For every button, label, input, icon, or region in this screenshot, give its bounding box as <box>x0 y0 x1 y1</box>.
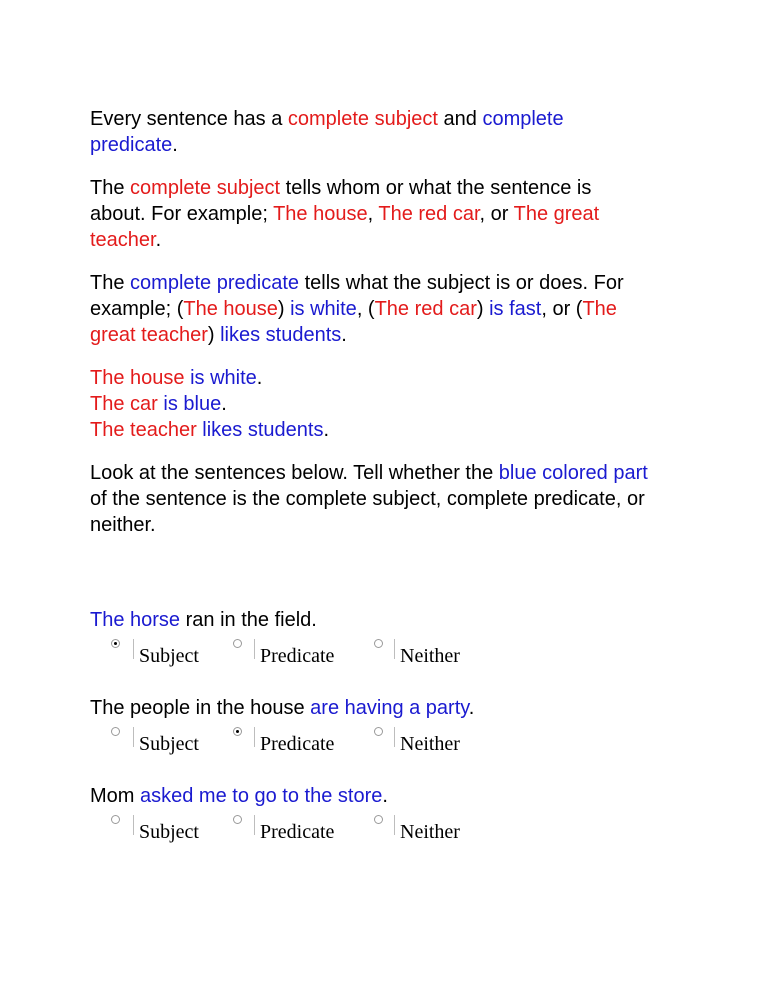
option-divider <box>394 815 395 835</box>
option-divider <box>394 727 395 747</box>
example-subject: The red car <box>378 203 480 225</box>
text: , or ( <box>541 298 583 320</box>
sentence-predicate: is white <box>190 367 257 389</box>
text: ran in the field. <box>180 609 317 631</box>
text: . <box>323 419 330 441</box>
option-label: Neither <box>400 733 460 755</box>
example-sentence <box>90 391 650 417</box>
option-label: Subject <box>139 821 199 843</box>
term-complete-predicate: complete predicate <box>90 108 564 156</box>
text: Mom <box>90 785 140 807</box>
text: . <box>341 324 347 346</box>
option-label: Predicate <box>260 821 335 843</box>
example-predicate: likes students <box>220 324 342 346</box>
text: . <box>221 393 227 415</box>
text: and <box>437 108 483 130</box>
text: ) <box>476 298 490 320</box>
radio-button[interactable] <box>111 815 120 824</box>
example-subject: The house <box>273 203 368 225</box>
text: ) <box>207 324 221 346</box>
term-complete-subject: complete subject <box>130 177 281 199</box>
text: Every sentence has a <box>90 108 288 130</box>
text: tells what the subject is or does. For example; ( <box>90 272 624 320</box>
radio-button[interactable] <box>374 639 383 648</box>
radio-button[interactable] <box>233 815 242 824</box>
text: , ( <box>356 298 375 320</box>
text: The people in the house <box>90 697 311 719</box>
option-label: Neither <box>400 821 460 843</box>
spacer <box>90 555 650 607</box>
option-divider <box>133 815 134 835</box>
question-1-sentence <box>90 607 650 633</box>
text: . <box>172 134 178 156</box>
worksheet <box>90 106 650 871</box>
option-divider <box>254 639 255 659</box>
text: ) <box>277 298 291 320</box>
radio-button[interactable] <box>111 727 120 736</box>
example-subject: The great teacher <box>90 203 600 251</box>
radio-button[interactable] <box>111 639 120 648</box>
sentence-subject: The house <box>90 367 185 389</box>
question-3-sentence <box>90 783 650 809</box>
sentence-predicate: is blue <box>163 393 222 415</box>
example-subject: The great teacher <box>90 298 617 346</box>
radio-button[interactable] <box>233 639 242 648</box>
option-label: Predicate <box>260 733 335 755</box>
option-label: Subject <box>139 733 199 755</box>
text: . <box>468 697 475 719</box>
example-sentences <box>90 365 650 443</box>
question-highlight: asked me to go to the store <box>140 785 383 807</box>
example-sentence <box>90 417 650 443</box>
radio-button[interactable] <box>233 727 242 736</box>
example-subject: The red car <box>374 298 477 320</box>
text: , or <box>479 203 514 225</box>
option-label: Predicate <box>260 645 335 667</box>
question-highlight: The horse <box>90 609 181 631</box>
question-3-options <box>90 809 650 871</box>
term-complete-subject: complete subject <box>287 108 438 130</box>
text: . <box>382 785 388 807</box>
text: tells whom or what the sentence is about. For example; <box>90 177 592 225</box>
sentence-subject: The car <box>90 393 158 415</box>
instructions <box>90 460 650 538</box>
intro-paragraph-2 <box>90 175 650 253</box>
option-divider <box>254 815 255 835</box>
text: of the sentence is the complete subject, complete predicate, or neither. <box>90 488 645 536</box>
example-subject: The house <box>183 298 278 320</box>
term-blue-part: blue colored part <box>498 462 648 484</box>
sentence-predicate: likes students <box>202 419 324 441</box>
option-divider <box>133 727 134 747</box>
option-divider <box>133 639 134 659</box>
term-complete-predicate: complete predicate <box>130 272 300 294</box>
radio-button[interactable] <box>374 727 383 736</box>
sentence-subject: The teacher <box>90 419 197 441</box>
option-label: Neither <box>400 645 460 667</box>
text: The <box>90 272 131 294</box>
intro-paragraph-3 <box>90 270 650 348</box>
text: . <box>256 367 263 389</box>
text: . <box>155 229 162 251</box>
radio-button[interactable] <box>374 815 383 824</box>
option-divider <box>394 639 395 659</box>
question-highlight: are having a party <box>310 697 469 719</box>
example-predicate: is fast <box>489 298 542 320</box>
question-2-sentence <box>90 695 650 721</box>
option-label: Subject <box>139 645 199 667</box>
question-1-options <box>90 633 650 695</box>
text: The <box>90 177 131 199</box>
text: Look at the sentences below. Tell whether the <box>90 462 499 484</box>
example-sentence <box>90 365 650 391</box>
question-2-options <box>90 721 650 783</box>
intro-paragraph-1 <box>90 106 650 158</box>
example-predicate: is white <box>290 298 357 320</box>
text: , <box>367 203 379 225</box>
option-divider <box>254 727 255 747</box>
